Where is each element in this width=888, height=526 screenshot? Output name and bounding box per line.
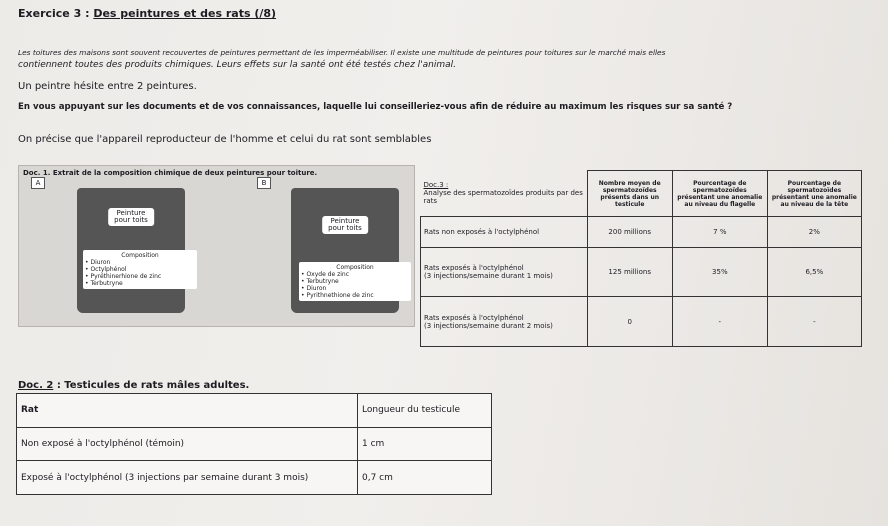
doc3-header-head: Pourcentage de spermatozoïdes présentant une anomalie au niveau de la tête — [767, 171, 861, 217]
doc3-cell: - — [672, 297, 767, 347]
painter-statement: Un peintre hésite entre 2 peintures. — [18, 81, 197, 92]
doc2-cell: 0,7 cm — [358, 461, 492, 495]
doc1-paint-composition — [18, 165, 415, 327]
doc1-title: Doc. 1. Extrait de la composition chimique de deux peintures pour toiture. — [23, 169, 318, 177]
exercise-title: Exercice 3 : Des peintures et des rats (/8) — [18, 7, 277, 20]
doc2-cell: Exposé à l'octylphénol (3 injections par semaine durant 3 mois) — [17, 461, 358, 495]
doc2-header-rat: Rat — [17, 394, 358, 428]
paint-a-composition: Composition • Diuron • Octylphénol • Pyréthinerhione de zinc • Terbutryne — [83, 250, 197, 289]
paint-can-b-label: Peinture pour toits — [322, 216, 368, 234]
question: En vous appuyant sur les documents et de vos connaissances, laquelle lui conseilleriez-vous afin de réduire au maximum les risques sur sa santé ? — [18, 102, 733, 112]
doc3-cell: 35% — [672, 247, 767, 297]
doc3-header-count: Nombre moyen de spermatozoïdes présents dans un testicule — [587, 171, 672, 217]
doc3-table — [420, 170, 862, 347]
paint-a-letter: A — [31, 177, 45, 189]
intro-line-1: Les toitures des maisons sont souvent recouvertes de peintures permettant de les imperméabiliser. Il existe une multitude de peintures pour toitures sur le marché mais elles — [18, 48, 666, 57]
doc3-cell: 7 % — [672, 217, 767, 248]
intro-line-2: contiennent toutes des produits chimiques. Leurs effets sur la santé ont été testés chez l'animal. — [18, 60, 456, 70]
doc3-subtitle: Analyse des spermatozoïdes produits par des rats — [423, 189, 583, 206]
intro-text — [18, 47, 665, 71]
table-row — [17, 427, 492, 461]
doc2-cell: Non exposé à l'octylphénol (témoin) — [17, 427, 358, 461]
doc2-cell: 1 cm — [358, 427, 492, 461]
doc3-row-label: Rats exposés à l'octylphénol (3 injections/semaine durant 1 mois) — [421, 247, 588, 297]
doc2-table — [16, 393, 492, 495]
doc2-testicle-table — [16, 393, 492, 495]
table-row — [17, 394, 492, 428]
paint-can-a-label: Peinture pour toits — [108, 208, 154, 226]
doc3-cell: 125 millions — [587, 247, 672, 297]
doc3-cell: 0 — [587, 297, 672, 347]
doc3-title: Doc.3 : — [423, 181, 449, 190]
doc3-cell: 2% — [767, 217, 861, 248]
paint-b-composition: Composition • Oxyde de zinc • Terbutryne • Diuron • Pyrithnethione de zinc — [299, 262, 411, 301]
doc2-header-length: Longueur du testicule — [358, 394, 492, 428]
precision-note: On précise que l'appareil reproducteur de l'homme et celui du rat sont semblables — [18, 134, 432, 145]
doc3-sperm-analysis — [420, 170, 862, 347]
doc2-title: Doc. 2 : Testicules de rats mâles adultes. — [18, 380, 250, 391]
table-row — [17, 461, 492, 495]
doc3-cell: 6,5% — [767, 247, 861, 297]
table-row — [421, 217, 862, 248]
doc3-row-label: Rats exposés à l'octylphénol (3 injections/semaine durant 2 mois) — [421, 297, 588, 347]
doc3-cell: 200 millions — [587, 217, 672, 248]
table-row — [421, 247, 862, 297]
doc3-cell: - — [767, 297, 861, 347]
doc3-title-cell — [421, 171, 588, 217]
table-row — [421, 297, 862, 347]
doc3-row-label: Rats non exposés à l'octylphénol — [421, 217, 588, 248]
doc3-header-flagellum: Pourcentage de spermatozoïdes présentant une anomalie au niveau du flagelle — [672, 171, 767, 217]
paint-b-letter: B — [257, 177, 271, 189]
